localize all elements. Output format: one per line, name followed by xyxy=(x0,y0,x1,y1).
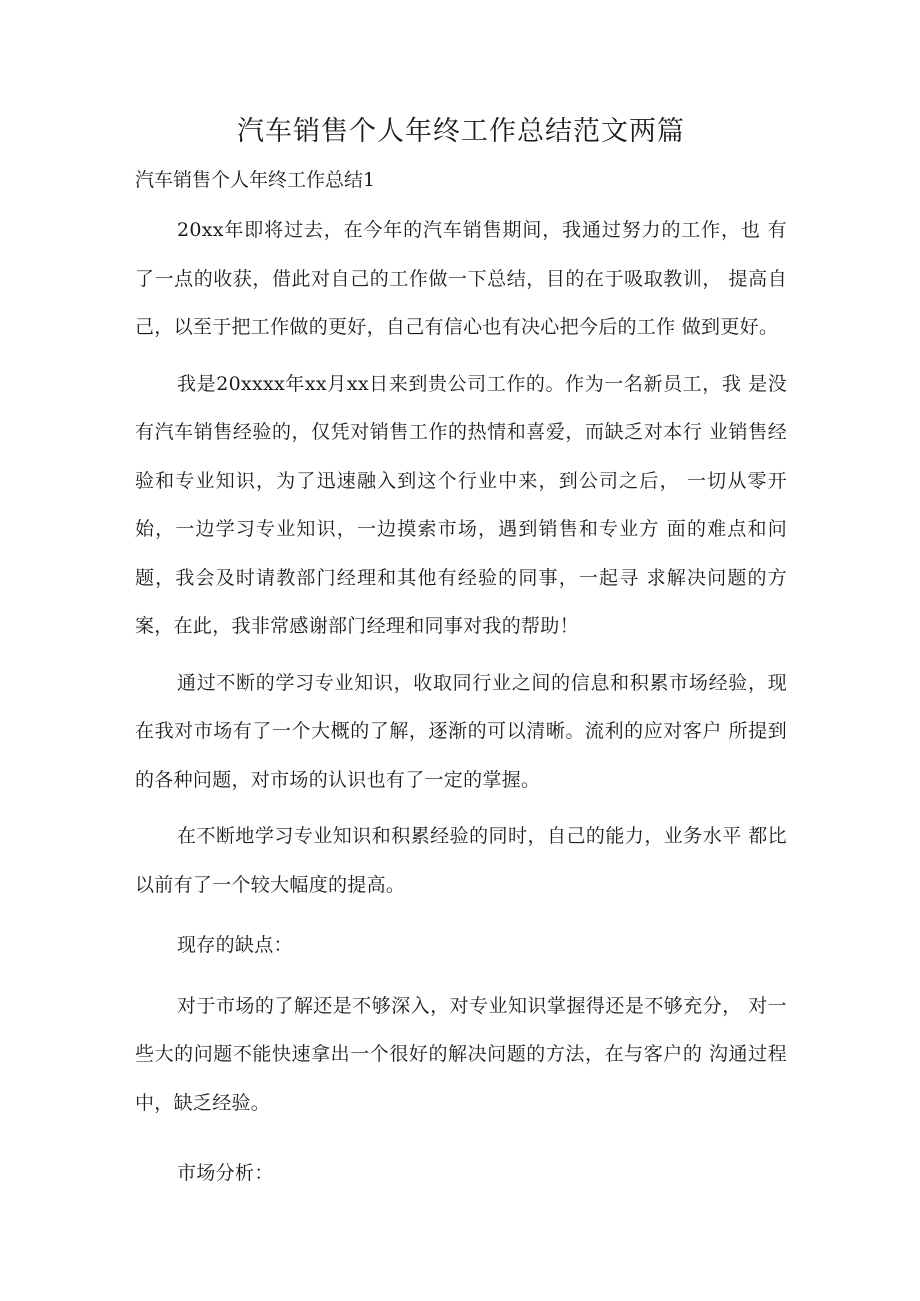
paragraph-shortcomings: 对于市场的了解还是不够深入，对专业知识掌握得还是不够充分， 对一些大的问题不能快速拿出一个很好的解决问题的方法，在与客户的 沟通过程中，缺乏经验。 xyxy=(135,994,787,1114)
paragraph-improvement: 在不断地学习专业知识和积累经验的同时，自己的能力，业务水平 都比以前有了一个较大幅度的提高。 xyxy=(135,825,787,896)
paragraph-learning: 通过不断的学习专业知识，收取同行业之间的信息和积累市场经验，现在我对市场有了一个大概的了解，逐渐的可以清晰。流利的应对客户 所提到的各种问题，对市场的认识也有了一定的掌握。 xyxy=(135,671,787,791)
paragraph-shortcomings-heading: 现存的缺点： xyxy=(177,934,293,956)
document-title: 汽车销售个人年终工作总结范文两篇 xyxy=(237,116,685,147)
document-page xyxy=(135,112,787,1198)
paragraph-market-heading: 市场分析： xyxy=(177,1162,274,1184)
section-heading: 汽车销售个人年终工作总结1 xyxy=(135,169,376,191)
paragraph-intro: 20xx年即将过去，在今年的汽车销售期间，我通过努力的工作，也 有了一点的收获，借此对自己的工作做一下总结，目的在于吸取教训， 提高自己，以至于把工作做的更好，自己有信心也有决心把今后的工作 做到更好。 xyxy=(135,219,787,338)
paragraph-background: 我是20xxxx年xx月xx日来到贵公司工作的。作为一名新员工，我 是没有汽车销售经验的，仅凭对销售工作的热情和喜爱，而缺乏对本行 业销售经验和专业知识，为了迅速融入到这个行业中来，到公司之后， 一切从零开始，一边学习专业知识，一边摸索市场，遇到销售和专业方 面的难点和问题，我会及时请教部门经理和其他有经验的同事，一起寻 求解决问题的方案，在此，我非常感谢部门经理和同事对我的帮助！ xyxy=(135,372,787,637)
